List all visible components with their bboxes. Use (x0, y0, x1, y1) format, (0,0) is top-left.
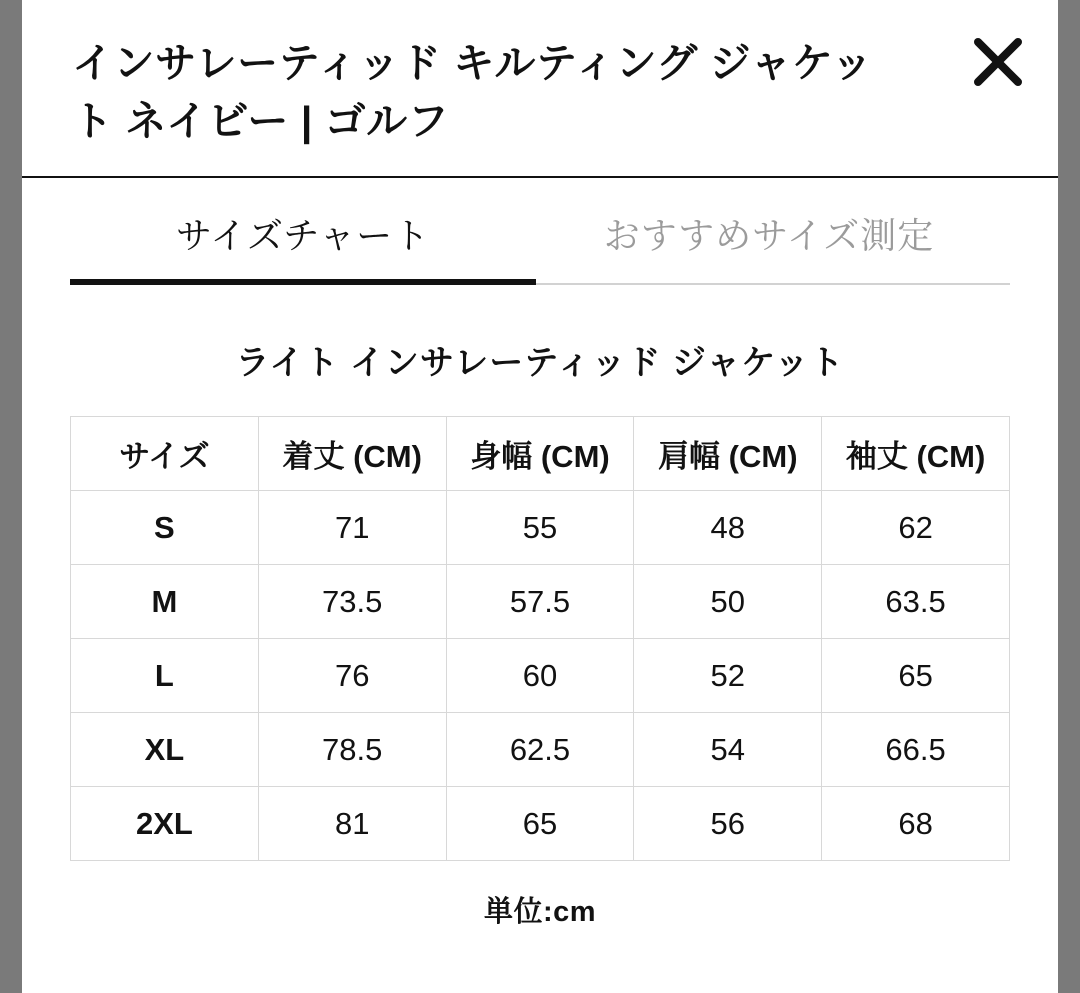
cell-sleeve: 66.5 (822, 713, 1010, 787)
cell-sleeve: 65 (822, 639, 1010, 713)
cell-size: M (71, 565, 259, 639)
cell-size: XL (71, 713, 259, 787)
column-header-sleeve: 袖丈 (CM) (822, 417, 1010, 491)
cell-sleeve: 63.5 (822, 565, 1010, 639)
cell-shoulder: 50 (634, 565, 822, 639)
cell-length: 76 (258, 639, 446, 713)
modal-header (22, 0, 1058, 178)
table-row (71, 565, 1010, 639)
cell-length: 81 (258, 787, 446, 861)
cell-length: 78.5 (258, 713, 446, 787)
product-name: ライト インサレーティッド ジャケット (235, 344, 845, 383)
cell-shoulder: 56 (634, 787, 822, 861)
page-title: インサレーティッド キルティング ジャケット ネイビー | ゴルフ (72, 40, 873, 145)
cell-length: 73.5 (258, 565, 446, 639)
table-row (71, 787, 1010, 861)
cell-chest: 55 (446, 491, 634, 565)
cell-chest: 57.5 (446, 565, 634, 639)
size-chart-modal (22, 0, 1058, 993)
column-header-length: 着丈 (CM) (258, 417, 446, 491)
close-icon[interactable] (968, 32, 1028, 92)
column-header-chest: 身幅 (CM) (446, 417, 634, 491)
cell-shoulder: 54 (634, 713, 822, 787)
table-row (71, 713, 1010, 787)
cell-shoulder: 48 (634, 491, 822, 565)
column-header-size: サイズ (71, 417, 259, 491)
tab-bar (22, 208, 1058, 285)
tab-size-chart[interactable]: サイズチャート (175, 215, 431, 257)
cell-sleeve: 62 (822, 491, 1010, 565)
cell-sleeve: 68 (822, 787, 1010, 861)
cell-shoulder: 52 (634, 639, 822, 713)
table-row (71, 491, 1010, 565)
cell-size: 2XL (71, 787, 259, 861)
modal-content (22, 335, 1058, 930)
size-chart-table (70, 416, 1010, 861)
cell-length: 71 (258, 491, 446, 565)
column-header-shoulder: 肩幅 (CM) (634, 417, 822, 491)
tab-recommended-size[interactable]: おすすめサイズ測定 (603, 215, 935, 257)
unit-note: 単位:cm (483, 896, 597, 929)
table-row (71, 639, 1010, 713)
table-header-row (71, 417, 1010, 491)
cell-size: L (71, 639, 259, 713)
tab-active-indicator (70, 279, 536, 285)
cell-chest: 62.5 (446, 713, 634, 787)
cell-chest: 65 (446, 787, 634, 861)
cell-chest: 60 (446, 639, 634, 713)
cell-size: S (71, 491, 259, 565)
